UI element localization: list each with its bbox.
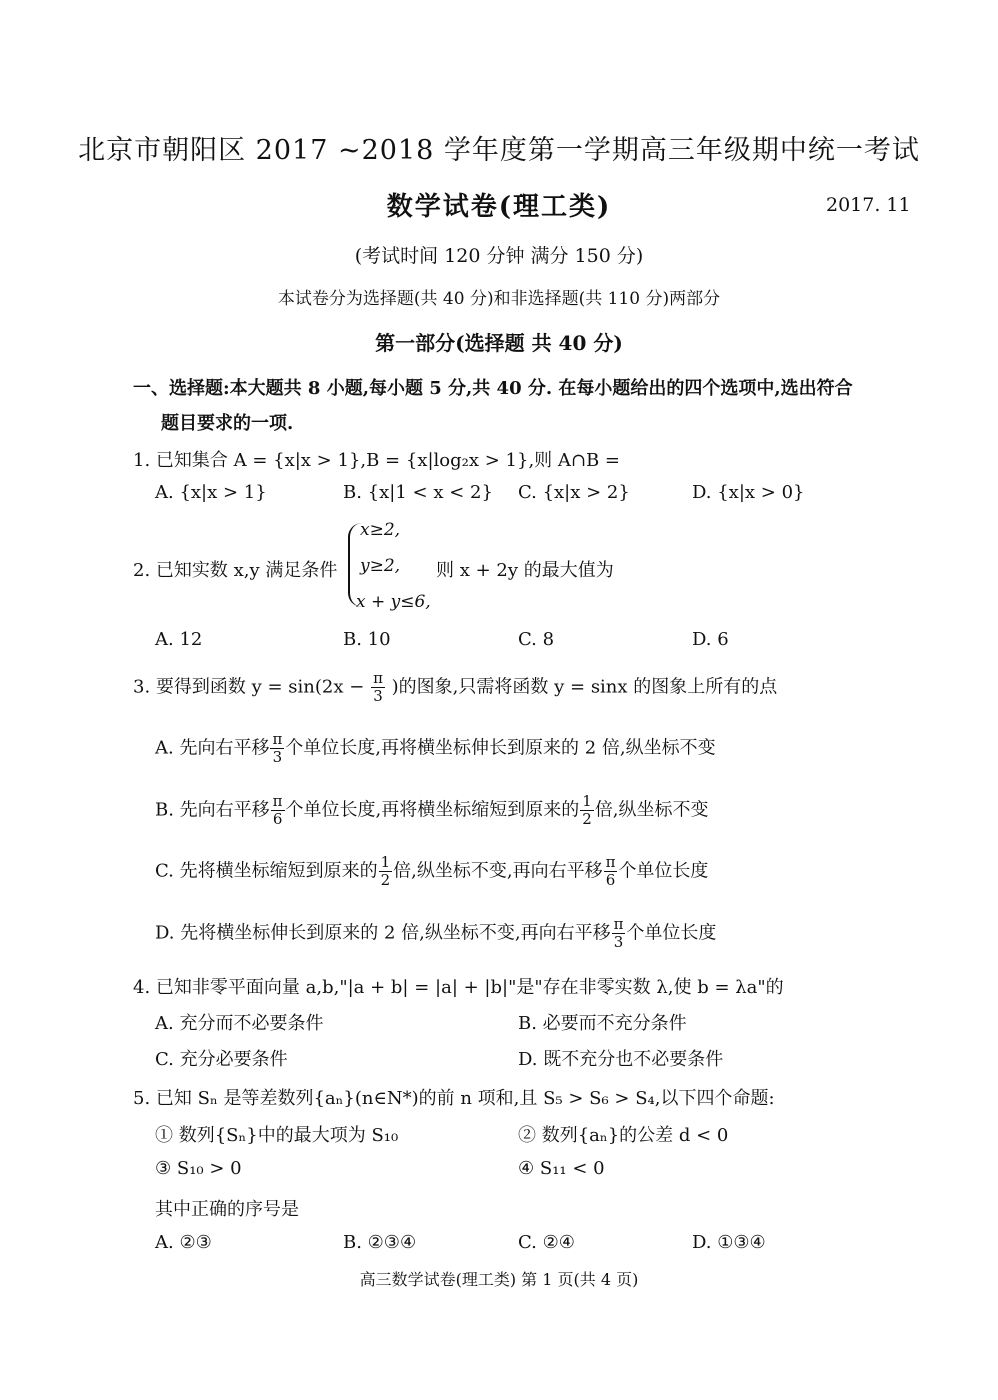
q3-d-pre: D. 先将横坐标伸长到原来的 2 倍,纵坐标不变,再向右平移: [155, 922, 611, 944]
q5-option-a: A. ②③: [155, 1232, 212, 1253]
q5-option-c: C. ②④: [518, 1232, 575, 1253]
q3-option-d: [155, 916, 716, 951]
exam-subtitle: 数学试卷(理工类): [386, 192, 612, 222]
frac-den: 3: [373, 687, 383, 705]
q3-option-a: [155, 731, 716, 766]
q5-proposition-3: ③ S₁₀ > 0: [155, 1158, 242, 1179]
q3-stem-pre: 3. 要得到函数 y = sin(2x −: [133, 676, 365, 698]
q4-option-b: B. 必要而不充分条件: [518, 1013, 687, 1034]
q2-option-a: A. 12: [155, 629, 203, 650]
q3-a-post: 个单位长度,再将横坐标伸长到原来的 2 倍,纵坐标不变: [285, 737, 716, 759]
q4-option-c: C. 充分必要条件: [155, 1049, 288, 1070]
frac-den: 6: [272, 810, 283, 828]
q2-stem-tail: 则 x + 2y 的最大值为: [436, 560, 614, 581]
q3-c-pre: C. 先将横坐标缩短到原来的: [155, 860, 378, 882]
q2-option-b: B. 10: [343, 629, 391, 650]
frac-num: π: [272, 792, 283, 810]
part1-title: 第一部分(选择题 共 40 分): [375, 331, 623, 355]
exam-title: 北京市朝阳区 2017 ~2018 学年度第一学期高三年级期中统一考试: [78, 135, 920, 166]
parts-info: 本试卷分为选择题(共 40 分)和非选择题(共 110 分)两部分: [277, 289, 721, 309]
q3-b-mid: 个单位长度,再将横坐标缩短到原来的: [285, 799, 580, 821]
q5-ask: 其中正确的序号是: [155, 1199, 299, 1220]
frac-den: 3: [272, 748, 283, 766]
q3-c-fraction-1: [379, 854, 393, 889]
frac-den: 6: [605, 871, 616, 889]
frac-num: π: [272, 730, 283, 748]
q2-stem: 2. 已知实数 x,y 满足条件: [133, 560, 338, 581]
q5-proposition-2: ② 数列{aₙ}的公差 d < 0: [518, 1125, 729, 1146]
q3-d-fraction: [612, 916, 626, 951]
frac-num: 1: [380, 853, 391, 871]
q1-option-a: A. {x|x > 1}: [155, 482, 267, 503]
q3-b-fraction-2: [580, 793, 594, 828]
q4-option-a: A. 充分而不必要条件: [155, 1013, 324, 1034]
q3-a-pre: A. 先向右平移: [155, 737, 270, 759]
q2-constraint-1: x≥2,: [360, 520, 401, 540]
q3-stem: [133, 670, 777, 705]
q3-b-fraction-1: [271, 793, 285, 828]
q3-c-mid: 倍,纵坐标不变,再向右平移: [393, 860, 603, 882]
q4-option-d: D. 既不充分也不必要条件: [518, 1049, 724, 1070]
frac-num: 1: [582, 792, 592, 810]
exam-date: 2017. 11: [826, 194, 911, 216]
q3-option-c: [155, 854, 708, 889]
section-instructions-line2: 题目要求的一项.: [161, 413, 294, 434]
q3-c-post: 个单位长度: [618, 860, 709, 882]
frac-num: π: [373, 669, 383, 687]
q5-option-d: D. ①③④: [692, 1232, 766, 1253]
q2-constraint-2: y≥2,: [360, 556, 401, 576]
q3-a-fraction: [270, 731, 284, 766]
q3-b-pre: B. 先向右平移: [155, 799, 270, 821]
frac-num: π: [605, 853, 616, 871]
frac-den: 2: [582, 810, 592, 828]
q5-proposition-1: ① 数列{Sₙ}中的最大项为 S₁₀: [155, 1125, 399, 1146]
frac-num: π: [613, 915, 624, 933]
page-footer: 高三数学试卷(理工类) 第 1 页(共 4 页): [359, 1270, 639, 1289]
q1-option-b: B. {x|1 < x < 2}: [343, 482, 493, 503]
q3-c-fraction-2: [604, 854, 618, 889]
q5-stem: 5. 已知 Sₙ 是等差数列{aₙ}(n∈N*)的前 n 项和,且 S₅ > S₆ > S₄,以下四个命题:: [133, 1088, 775, 1109]
q1-option-d: D. {x|x > 0}: [692, 482, 805, 503]
exam-info: (考试时间 120 分钟 满分 150 分): [354, 245, 644, 267]
q3-d-post: 个单位长度: [626, 922, 717, 944]
frac-den: 2: [380, 871, 391, 889]
q1-option-c: C. {x|x > 2}: [518, 482, 630, 503]
q1-stem: 1. 已知集合 A = {x|x > 1},B = {x|log₂x > 1},则 A∩B =: [133, 450, 621, 471]
q2-option-d: D. 6: [692, 629, 729, 650]
section-instructions-line1: 一、选择题:本大题共 8 小题,每小题 5 分,共 40 分. 在每小题给出的四个选项中,选出符合: [133, 378, 853, 399]
q3-stem-fraction: [371, 670, 385, 705]
q2-option-c: C. 8: [518, 629, 555, 650]
q3-stem-post: )的图象,只需将函数 y = sinx 的图象上所有的点: [391, 676, 778, 698]
q5-option-b: B. ②③④: [343, 1232, 417, 1253]
q2-constraint-3: x + y≤6,: [356, 592, 431, 612]
q4-stem: 4. 已知非零平面向量 a,b,"|a + b| = |a| + |b|"是"存在非零实数 λ,使 b = λa"的: [133, 977, 784, 998]
frac-den: 3: [613, 933, 624, 951]
q3-option-b: [155, 793, 709, 828]
q3-b-post: 倍,纵坐标不变: [594, 799, 709, 821]
q5-proposition-4: ④ S₁₁ < 0: [518, 1158, 605, 1179]
